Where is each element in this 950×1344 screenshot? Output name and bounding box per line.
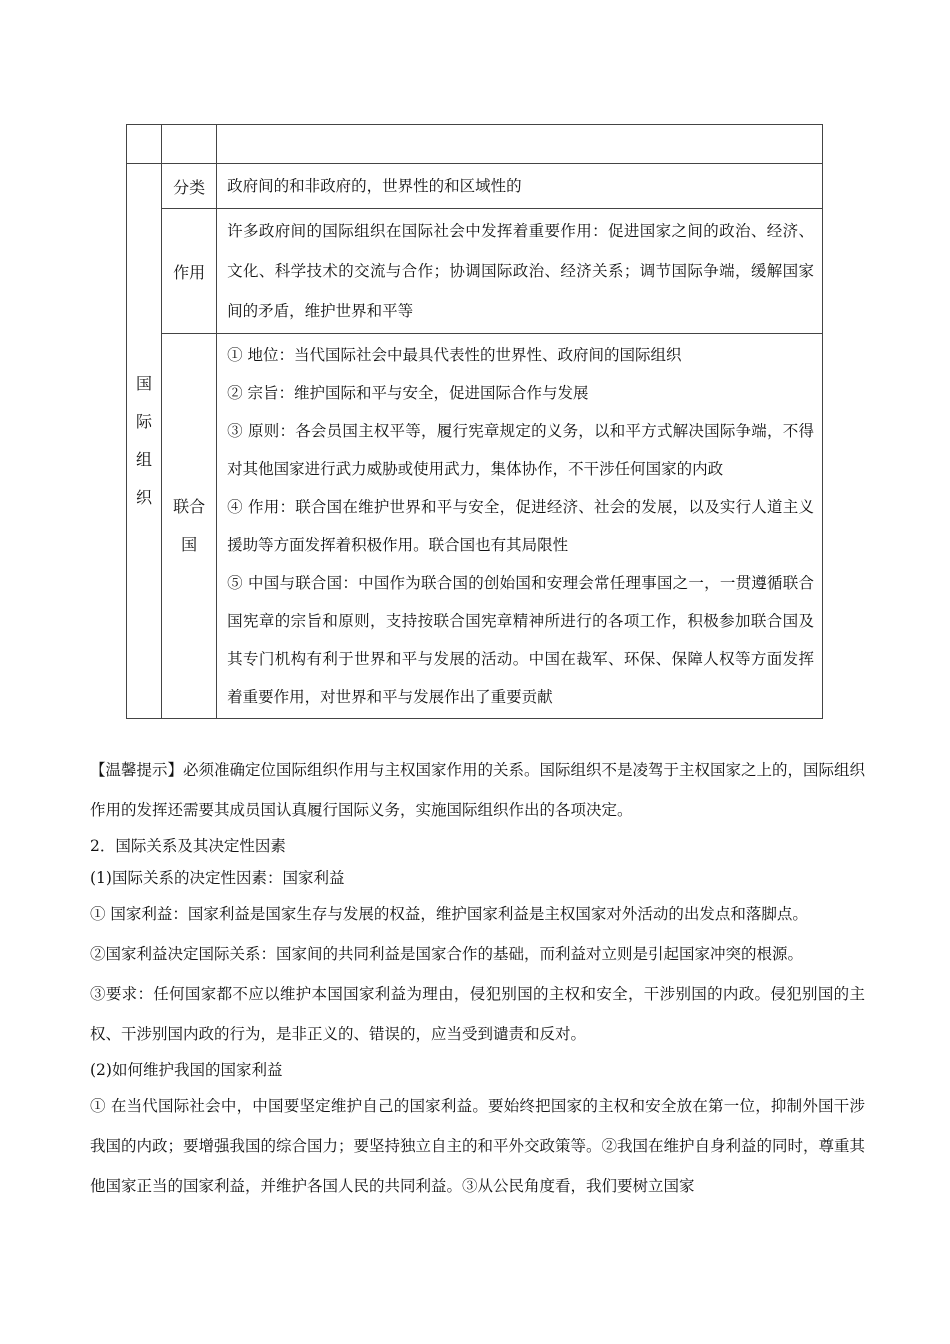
- un-label: 联合 国: [162, 334, 217, 719]
- un-item-china: ⑤ 中国与联合国：中国作为联合国的创始国和安理会常任理事国之一，一贯遵循联合国宪章的宗旨和原则，支持按联合国宪章精神所进行的各项工作，积极参加联合国及其专门机构有利于世界和平与发展的活动。中国在裁军、环保、保障人权等方面发挥着重要作用，对世界和平与发展作出了重要贡献: [227, 574, 814, 706]
- subheading-2: (2)如何维护我国的国家利益: [90, 1061, 283, 1079]
- table-row-role: [127, 209, 823, 334]
- paragraph-maintain-interest: ① 在当代国际社会中，中国要坚定维护自己的国家利益。要始终把国家的主权和安全放在第一位，抑制外国干涉我国的内政；要增强我国的综合国力；要坚持独立自主的和平外交政策等。②我国在维护自身利益的同时，尊重其他国家正当的国家利益，并维护各国人民的共同利益。③从公民角度看，我们要树立国家: [90, 1097, 866, 1195]
- un-text: [217, 334, 823, 719]
- paragraph-national-interest: ① 国家利益：国家利益是国家生存与发展的权益，维护国家利益是主权国家对外活动的出发点和落脚点。: [90, 905, 808, 923]
- un-item-status: ① 地位：当代国际社会中最具代表性的世界性、政府间的国际组织: [227, 346, 682, 364]
- un-item-purpose: ② 宗旨：维护国际和平与安全，促进国际合作与发展: [227, 384, 589, 402]
- section-heading: 2．国际关系及其决定性因素: [90, 837, 286, 855]
- un-item-principles: ③ 原则：各会员国主权平等，履行宪章规定的义务，以和平方式解决国际争端，不得对其他国家进行武力威胁或使用武力，集体协作，不干涉任何国家的内政: [227, 422, 814, 478]
- classification-label: 分类: [162, 164, 217, 209]
- international-organization-table: [126, 124, 823, 719]
- un-item-role: ④ 作用：联合国在维护世界和平与安全，促进经济、社会的发展，以及实行人道主义援助等方面发挥着积极作用。联合国也有其局限性: [227, 498, 814, 554]
- org-row-label: 国 际 组 织: [127, 164, 162, 719]
- subheading-1: (1)国际关系的决定性因素：国家利益: [90, 869, 345, 887]
- paragraph-requirement: ③要求：任何国家都不应以维护本国国家利益为理由，侵犯别国的主权和安全，干涉别国的内政。侵犯别国的主权、干涉别国内政的行为，是非正义的、错误的，应当受到谴责和反对。: [90, 985, 865, 1043]
- classification-text: 政府间的和非政府的，世界性的和区域性的: [217, 164, 823, 209]
- tip-paragraph: 【温馨提示】必须准确定位国际组织作用与主权国家作用的关系。国际组织不是凌驾于主权国家之上的，国际组织作用的发挥还需要其成员国认真履行国际义务，实施国际组织作出的各项决定。: [90, 761, 866, 819]
- table-row-un: [127, 334, 823, 719]
- table-row-classification: [127, 164, 823, 209]
- role-text: 许多政府间的国际组织在国际社会中发挥着重要作用：促进国家之间的政治、经济、文化、科学技术的交流与合作；协调国际政治、经济关系；调节国际争端，缓解国家间的矛盾，维护世界和平等: [217, 209, 823, 334]
- role-label: 作用: [162, 209, 217, 334]
- paragraph-interest-relations: ②国家利益决定国际关系：国家间的共同利益是国家合作的基础，而利益对立则是引起国家冲突的根源。: [90, 945, 804, 963]
- body-text: [90, 750, 865, 1206]
- table-empty-row: [127, 125, 823, 164]
